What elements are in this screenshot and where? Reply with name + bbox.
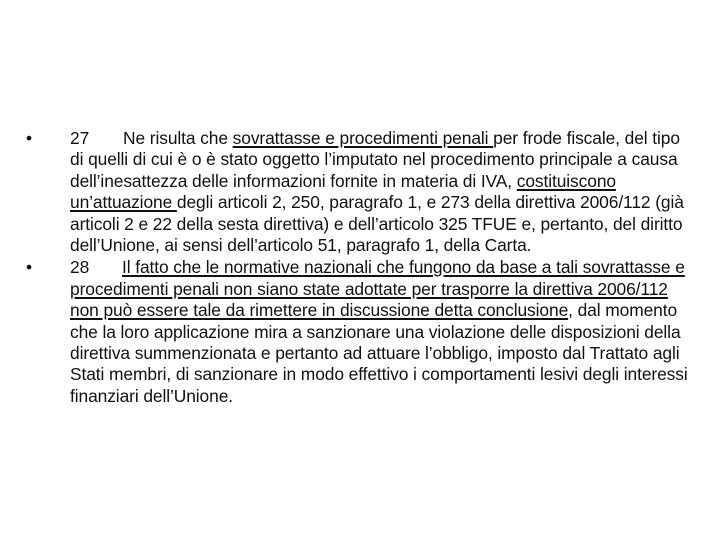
bullet-dot-icon: • bbox=[26, 128, 32, 148]
text-segment: , dal momento che la loro applicazione mira a sanzionare una violazione delle disposizioni della direttiva summenzionata e pertanto ad attuare l’obbligo, imposto dal Trattato agli Stati membri, di sanzionare in modo effettivo i comportamenti lesivi degli interessi finanziari dell’Unione. bbox=[70, 300, 688, 406]
bullet-item-27 bbox=[26, 128, 690, 256]
bullet-item-28 bbox=[26, 257, 690, 407]
paragraph-number: 27 bbox=[70, 128, 90, 148]
text-segment: per frode fiscale, del tipo di quelli di cui è o è stato oggetto l’imputato nel procedimento principale a causa dell’inesattezza delle informazioni fornite in materia di IVA, bbox=[70, 128, 680, 191]
underlined-text-segment: Il fatto che le normative nazionali che fungono da base a tali sovrattasse e procedimenti penali non siano state adottate per trasporre la direttiva 2006/112 non può essere tale da rimettere in discussione detta conclusione bbox=[70, 257, 685, 321]
bullet-dot-icon: • bbox=[26, 257, 32, 278]
underlined-text-segment: sovrattasse e procedimenti penali bbox=[232, 128, 494, 148]
text-segment: degli articoli 2, 250, paragrafo 1, e 273 della direttiva 2006/112 (già articoli 2 e 22 della sesta direttiva) e dell’articolo 325 TFUE e, pertanto, del diritto dell’Unione, ai sensi dell’articolo 51, paragrafo 1, della Carta. bbox=[70, 192, 684, 256]
text-segment: Ne risulta che bbox=[123, 128, 233, 148]
paragraph-number: 28 bbox=[70, 257, 90, 278]
bullet-list bbox=[26, 128, 690, 408]
underlined-text-segment: costituiscono un’attuazione bbox=[70, 170, 616, 213]
